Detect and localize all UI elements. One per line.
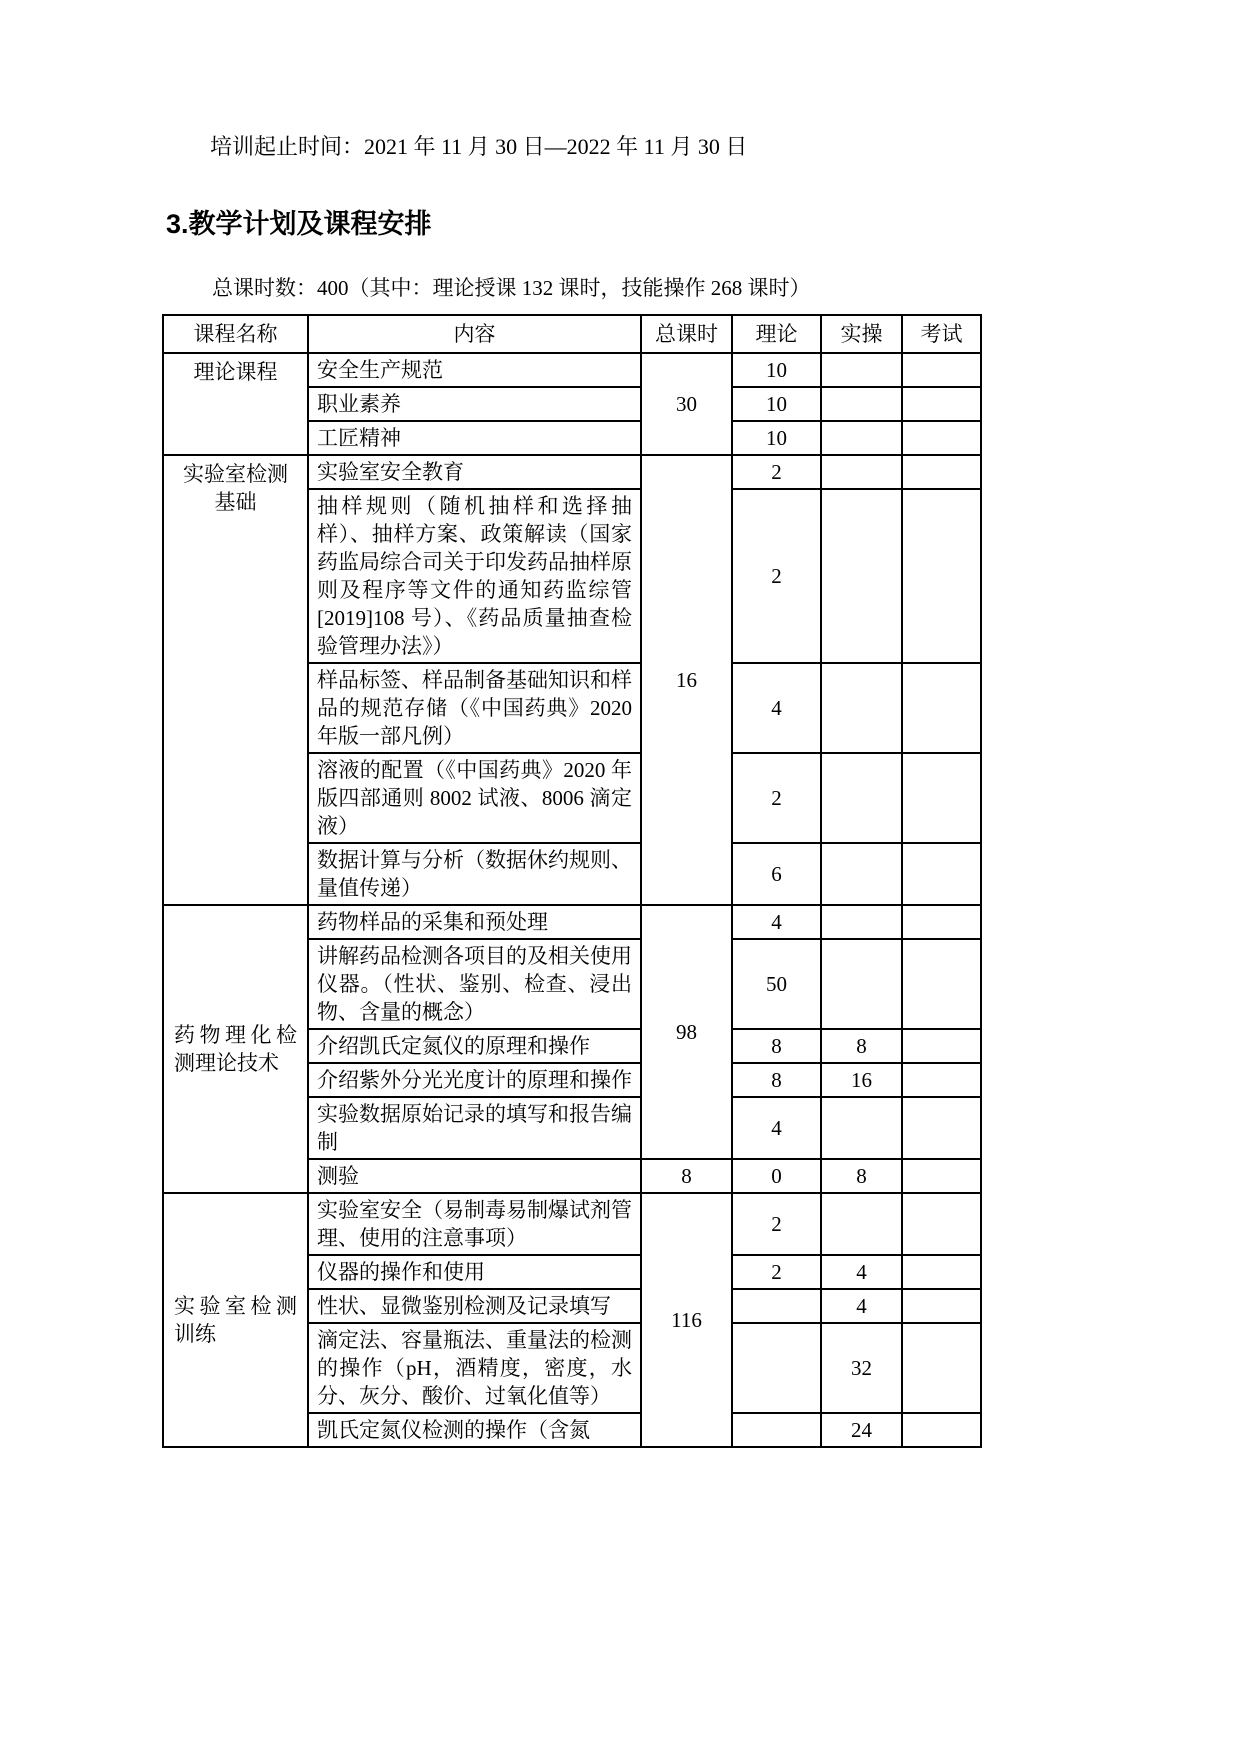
content-cell: 安全生产规范 xyxy=(308,353,641,387)
exam-cell xyxy=(902,1413,981,1447)
table-row xyxy=(163,353,981,387)
practice-hours-cell: 16 xyxy=(821,1063,902,1097)
exam-cell xyxy=(902,455,981,489)
total-hours-cell: 30 xyxy=(641,353,732,455)
exam-cell xyxy=(902,843,981,905)
content-cell: 介绍紫外分光光度计的原理和操作 xyxy=(308,1063,641,1097)
course-name-cell: 药物理化检测理论技术 xyxy=(163,905,308,1193)
content-cell: 滴定法、容量瓶法、重量法的检测的操作（pH，酒精度，密度，水分、灰分、酸价、过氧化值等） xyxy=(308,1323,641,1413)
content-cell: 讲解药品检测各项目的及相关使用仪器。（性状、鉴别、检查、浸出物、含量的概念） xyxy=(308,939,641,1029)
theory-hours-cell: 10 xyxy=(732,387,821,421)
total-hours-cell: 98 xyxy=(641,905,732,1159)
header-exam: 考试 xyxy=(902,315,981,353)
exam-cell xyxy=(902,489,981,663)
practice-hours-cell: 8 xyxy=(821,1029,902,1063)
practice-hours-cell xyxy=(821,421,902,455)
practice-hours-cell: 4 xyxy=(821,1289,902,1323)
theory-hours-cell: 0 xyxy=(732,1159,821,1193)
practice-hours-cell xyxy=(821,455,902,489)
practice-hours-cell xyxy=(821,939,902,1029)
theory-hours-cell: 8 xyxy=(732,1063,821,1097)
exam-cell xyxy=(902,421,981,455)
training-period-line: 培训起止时间：2021 年 11 月 30 日—2022 年 11 月 30 日 xyxy=(210,134,748,159)
content-cell: 样品标签、样品制备基础知识和样品的规范存储（《中国药典》2020 年版一部凡例） xyxy=(308,663,641,753)
content-cell: 溶液的配置（《中国药典》2020 年版四部通则 8002 试液、8006 滴定液） xyxy=(308,753,641,843)
content-cell: 仪器的操作和使用 xyxy=(308,1255,641,1289)
exam-cell xyxy=(902,1097,981,1159)
header-theory: 理论 xyxy=(732,315,821,353)
total-hours-cell: 16 xyxy=(641,455,732,905)
content-cell: 职业素养 xyxy=(308,387,641,421)
practice-hours-cell xyxy=(821,489,902,663)
theory-hours-cell xyxy=(732,1413,821,1447)
content-cell: 实验室安全教育 xyxy=(308,455,641,489)
content-cell: 实验数据原始记录的填写和报告编制 xyxy=(308,1097,641,1159)
header-practice: 实操 xyxy=(821,315,902,353)
table-row xyxy=(163,905,981,939)
theory-hours-cell: 2 xyxy=(732,1255,821,1289)
exam-cell xyxy=(902,1029,981,1063)
practice-hours-cell xyxy=(821,1193,902,1255)
practice-hours-cell xyxy=(821,905,902,939)
theory-hours-cell: 4 xyxy=(732,1097,821,1159)
theory-hours-cell: 2 xyxy=(732,455,821,489)
theory-hours-cell: 4 xyxy=(732,663,821,753)
exam-cell xyxy=(902,1193,981,1255)
table-row xyxy=(163,455,981,489)
content-cell: 测验 xyxy=(308,1159,641,1193)
exam-cell xyxy=(902,1289,981,1323)
content-cell: 数据计算与分析（数据休约规则、量值传递） xyxy=(308,843,641,905)
total-hours-cell: 8 xyxy=(641,1159,732,1193)
theory-hours-cell xyxy=(732,1289,821,1323)
header-course-name: 课程名称 xyxy=(163,315,308,353)
exam-cell xyxy=(902,387,981,421)
practice-hours-cell: 4 xyxy=(821,1255,902,1289)
table-row xyxy=(163,1193,981,1255)
content-cell: 凯氏定氮仪检测的操作（含氮 xyxy=(308,1413,641,1447)
course-name-cell: 实验室检测基础 xyxy=(163,455,308,905)
practice-hours-cell xyxy=(821,663,902,753)
theory-hours-cell: 2 xyxy=(732,489,821,663)
practice-hours-cell xyxy=(821,387,902,421)
theory-hours-cell: 50 xyxy=(732,939,821,1029)
theory-hours-cell xyxy=(732,1323,821,1413)
content-cell: 介绍凯氏定氮仪的原理和操作 xyxy=(308,1029,641,1063)
theory-hours-cell: 6 xyxy=(732,843,821,905)
practice-hours-cell: 8 xyxy=(821,1159,902,1193)
theory-hours-cell: 10 xyxy=(732,421,821,455)
content-cell: 性状、显微鉴别检测及记录填写 xyxy=(308,1289,641,1323)
header-total-hours: 总课时 xyxy=(641,315,732,353)
section-heading: 3.教学计划及课程安排 xyxy=(166,209,432,239)
exam-cell xyxy=(902,939,981,1029)
practice-hours-cell: 32 xyxy=(821,1323,902,1413)
practice-hours-cell xyxy=(821,843,902,905)
theory-hours-cell: 2 xyxy=(732,1193,821,1255)
content-cell: 抽样规则（随机抽样和选择抽样）、抽样方案、政策解读（国家药监局综合司关于印发药品抽样原则及程序等文件的通知药监综管[2019]108 号）、《药品质量抽查检验管理办法》） xyxy=(308,489,641,663)
header-content: 内容 xyxy=(308,315,641,353)
table-header-row xyxy=(163,315,981,353)
exam-cell xyxy=(902,753,981,843)
course-name-cell: 实验室检测训练 xyxy=(163,1193,308,1447)
theory-hours-cell: 4 xyxy=(732,905,821,939)
total-hours-cell: 116 xyxy=(641,1193,732,1447)
content-cell: 实验室安全（易制毒易制爆试剂管理、使用的注意事项） xyxy=(308,1193,641,1255)
practice-hours-cell xyxy=(821,1097,902,1159)
practice-hours-cell xyxy=(821,353,902,387)
theory-hours-cell: 8 xyxy=(732,1029,821,1063)
theory-hours-cell: 2 xyxy=(732,753,821,843)
content-cell: 药物样品的采集和预处理 xyxy=(308,905,641,939)
course-name-cell: 理论课程 xyxy=(163,353,308,455)
practice-hours-cell xyxy=(821,753,902,843)
total-hours-line: 总课时数：400（其中：理论授课 132 课时，技能操作 268 课时） xyxy=(212,276,811,300)
exam-cell xyxy=(902,1159,981,1193)
exam-cell xyxy=(902,353,981,387)
exam-cell xyxy=(902,1063,981,1097)
practice-hours-cell: 24 xyxy=(821,1413,902,1447)
exam-cell xyxy=(902,663,981,753)
course-schedule-table xyxy=(162,314,982,1448)
exam-cell xyxy=(902,1323,981,1413)
content-cell: 工匠精神 xyxy=(308,421,641,455)
exam-cell xyxy=(902,1255,981,1289)
theory-hours-cell: 10 xyxy=(732,353,821,387)
exam-cell xyxy=(902,905,981,939)
